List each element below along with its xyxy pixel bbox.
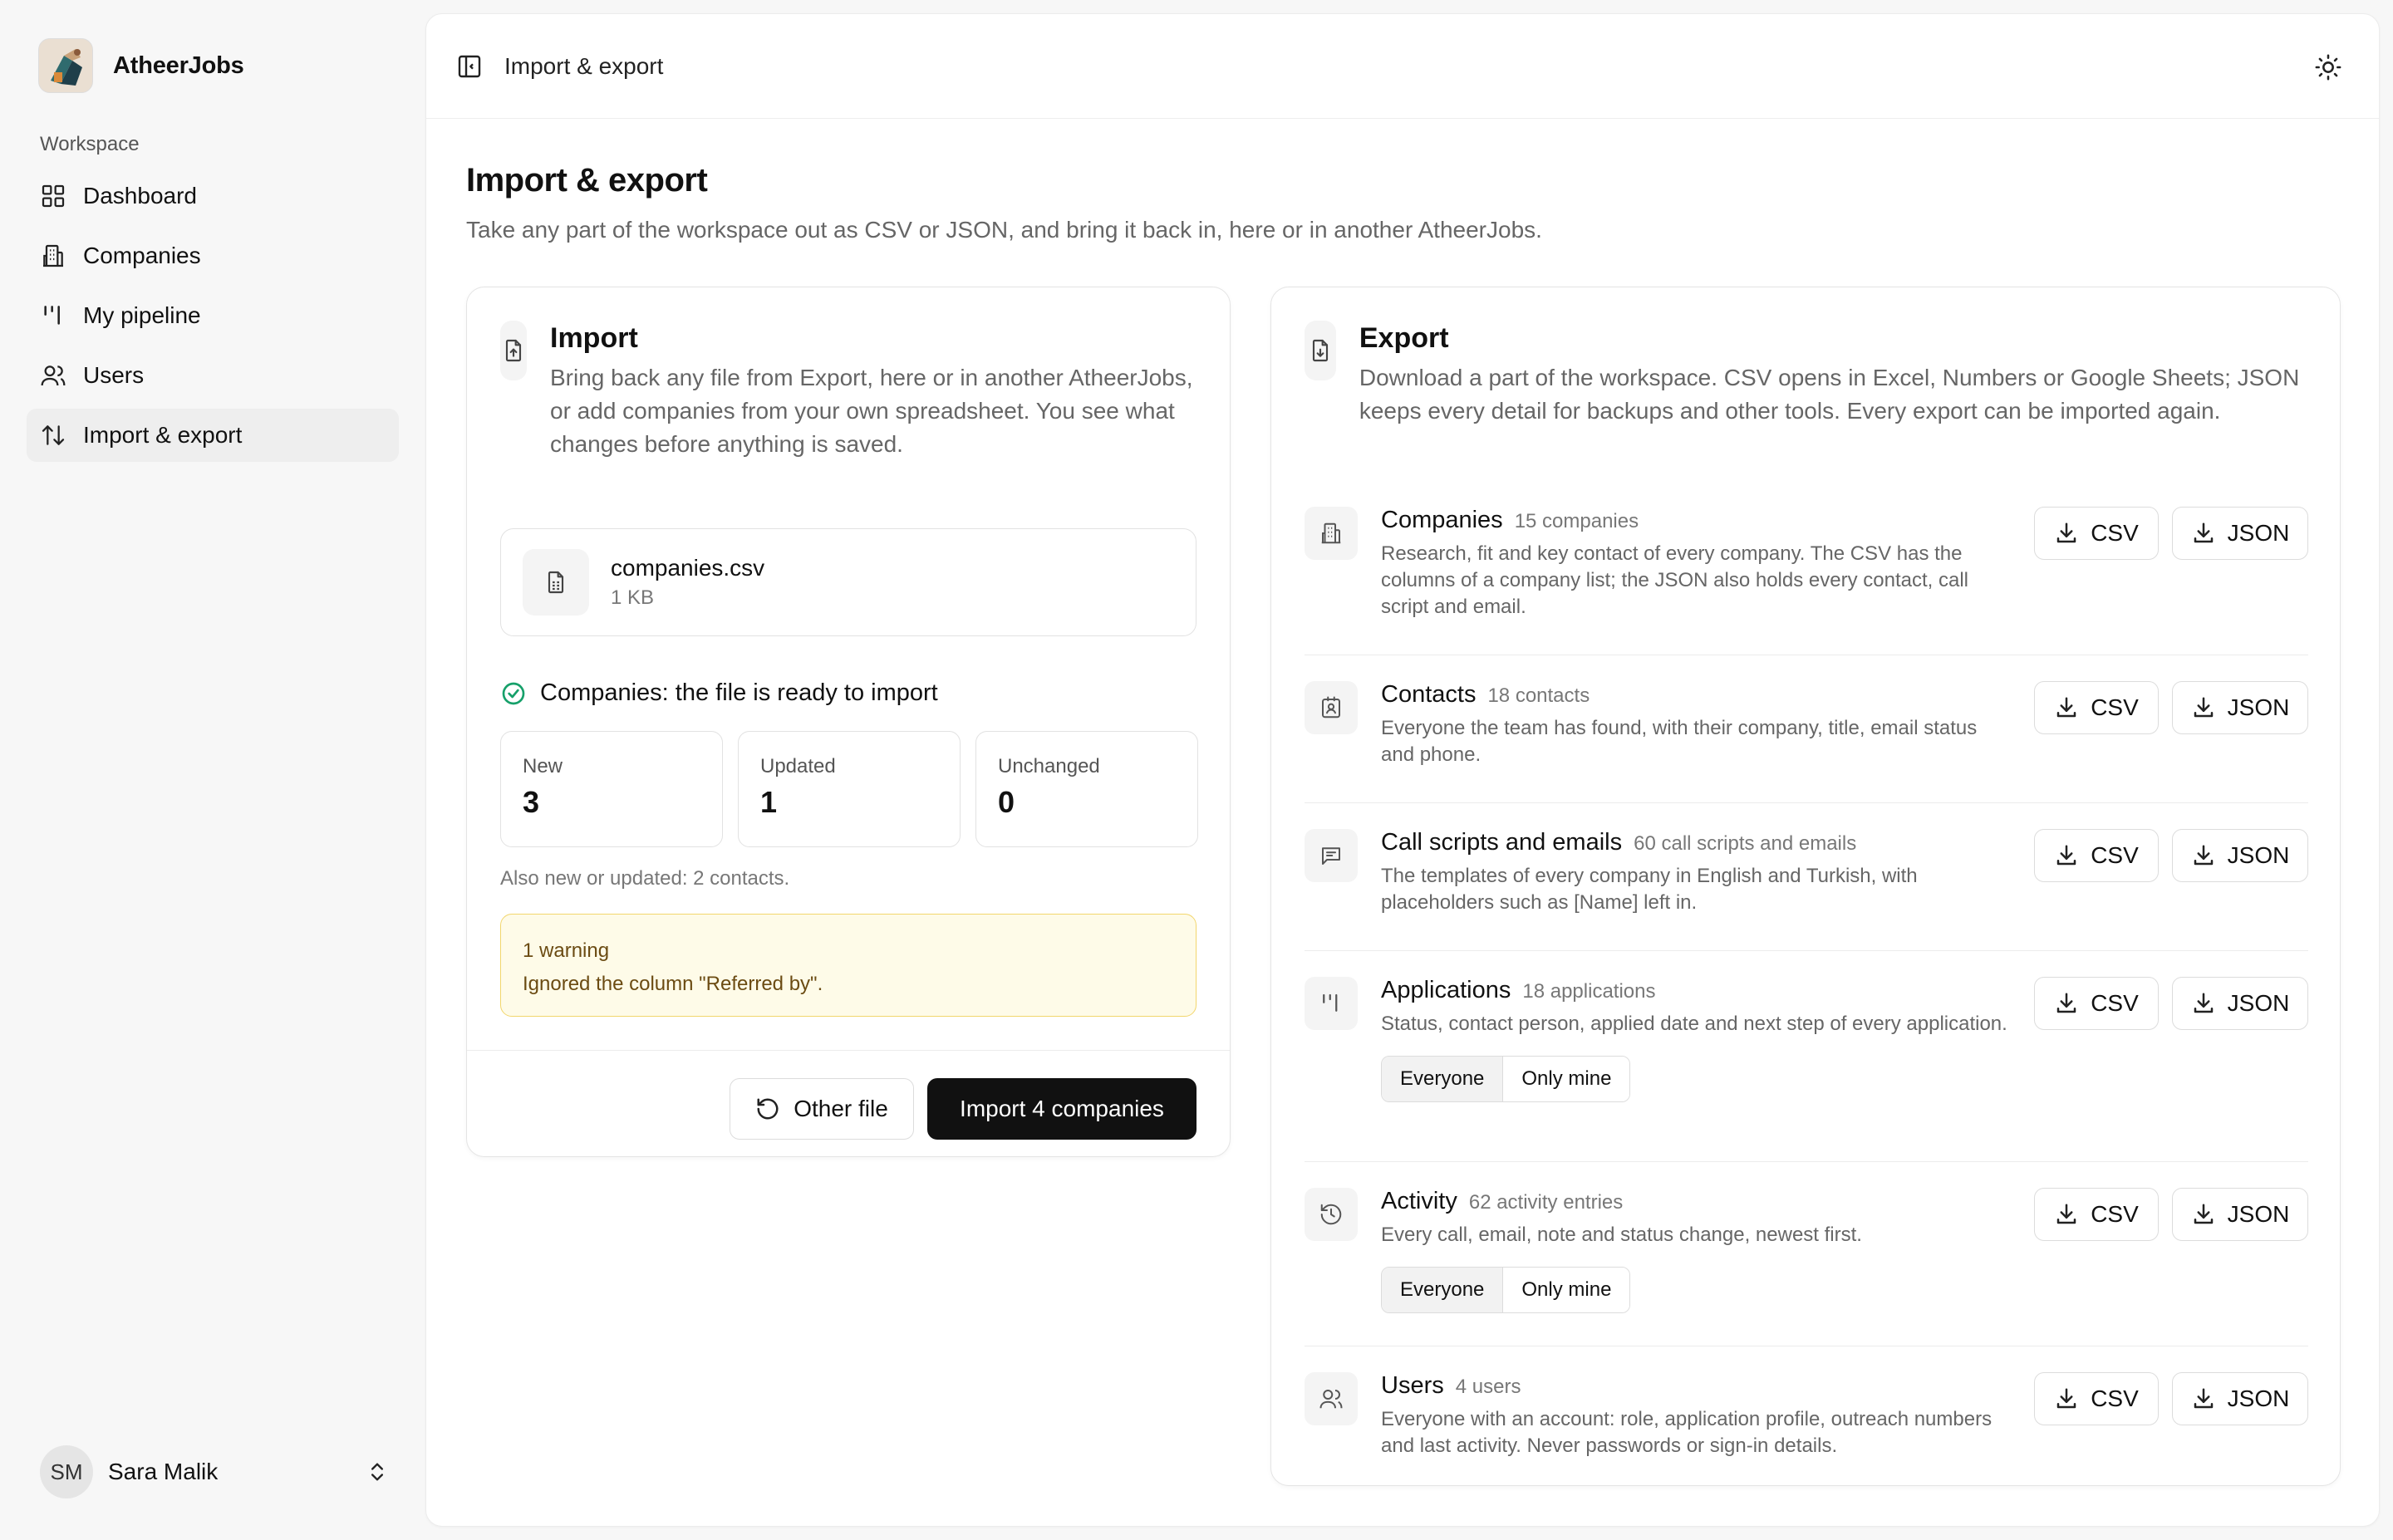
download-icon xyxy=(2054,1202,2079,1227)
import-status-text: Companies: the file is ready to import xyxy=(540,679,938,706)
sidebar-toggle-icon[interactable] xyxy=(456,53,483,80)
import-card xyxy=(466,287,1231,1157)
export-activity-csv-button[interactable] xyxy=(2034,1188,2159,1241)
chevrons-updown-icon xyxy=(366,1460,389,1484)
message-icon xyxy=(1319,843,1344,868)
download-icon xyxy=(2054,1386,2079,1411)
export-file-icon-tile xyxy=(1305,321,1336,380)
sidebar-item-label: Users xyxy=(83,362,145,388)
stat-value: 0 xyxy=(998,785,1015,819)
export-companies-csv-button[interactable] xyxy=(2034,507,2159,560)
export-item-icon-tile xyxy=(1305,1372,1358,1425)
import-file-icon-tile xyxy=(500,321,527,380)
user-name: Sara Malik xyxy=(108,1459,219,1484)
export-item-count: 18 applications xyxy=(1522,980,1656,1003)
csv-label: CSV xyxy=(2091,1201,2139,1227)
export-item-description: Every call, email, note and status change, newest first. xyxy=(1381,1224,1862,1246)
export-item-count: 15 companies xyxy=(1514,510,1639,532)
export-item-title xyxy=(1381,1188,2012,1215)
file-icon-tile xyxy=(523,549,589,616)
building-icon xyxy=(1319,521,1344,546)
other-file-label: Other file xyxy=(794,1096,888,1121)
brand[interactable] xyxy=(38,38,244,93)
export-item-applications xyxy=(1305,977,2308,1102)
divider xyxy=(1305,950,2308,951)
stat-unchanged xyxy=(975,731,1198,847)
json-label: JSON xyxy=(2227,520,2290,546)
app-logo xyxy=(38,38,93,93)
download-icon xyxy=(2191,695,2216,720)
divider xyxy=(1305,802,2308,803)
export-item-title xyxy=(1381,1372,2012,1400)
export-buttons xyxy=(2034,1188,2308,1241)
export-title: Export xyxy=(1359,322,1449,354)
export-item-icon-tile xyxy=(1305,977,1358,1030)
file-name: companies.csv xyxy=(611,555,765,581)
export-companies-json-button[interactable] xyxy=(2172,507,2308,560)
export-item-title-text: Call scripts and emails xyxy=(1381,829,1623,856)
activity-scope-toggle xyxy=(1381,1267,1630,1313)
topbar xyxy=(426,14,2379,119)
divider xyxy=(1305,1161,2308,1162)
export-item-title xyxy=(1381,681,2012,709)
json-label: JSON xyxy=(2227,990,2290,1016)
sidebar-item-label: My pipeline xyxy=(83,302,201,328)
history-icon xyxy=(1319,1202,1344,1227)
arrows-updown-icon xyxy=(40,422,66,449)
file-size: 1 KB xyxy=(611,586,655,609)
export-item-icon-tile xyxy=(1305,829,1358,882)
export-users-csv-button[interactable] xyxy=(2034,1372,2159,1425)
export-item-icon-tile xyxy=(1305,507,1358,560)
export-item-title xyxy=(1381,829,2012,856)
csv-label: CSV xyxy=(2091,1386,2139,1411)
export-item-count: 18 contacts xyxy=(1487,684,1590,707)
export-item-companies xyxy=(1305,507,2308,620)
export-applications-csv-button[interactable] xyxy=(2034,977,2159,1030)
export-buttons xyxy=(2034,1372,2308,1425)
contact-card-icon xyxy=(1319,695,1344,720)
applications-scope-toggle xyxy=(1381,1056,1630,1102)
warning-text: Ignored the column "Referred by". xyxy=(523,973,823,995)
sidebar xyxy=(0,0,425,1540)
export-call-scripts-json-button[interactable] xyxy=(2172,829,2308,882)
import-description: Bring back any file from Export, here or in another AtheerJobs, or add companies from your own spreadsheet. You see what changes before anything is saved. xyxy=(550,365,1193,457)
dashboard-icon xyxy=(40,183,66,209)
export-item-description: The templates of every company in English and Turkish, with placeholders such as [Name] left in. xyxy=(1381,865,1918,914)
download-icon xyxy=(2054,521,2079,546)
download-icon xyxy=(2191,521,2216,546)
page-title: Import & export xyxy=(466,162,708,199)
topbar-title: Import & export xyxy=(504,52,664,79)
export-item-description: Research, fit and key contact of every company. The CSV has the columns of a company list; the JSON also holds every contact, call script and email. xyxy=(1381,542,1968,618)
section-label-workspace: Workspace xyxy=(40,133,140,155)
export-item-title-text: Activity xyxy=(1381,1188,1457,1214)
csv-label: CSV xyxy=(2091,520,2139,546)
sidebar-item-my-pipeline[interactable] xyxy=(27,289,399,342)
sidebar-item-import-export[interactable] xyxy=(27,409,399,462)
json-label: JSON xyxy=(2227,694,2290,720)
export-item-title-text: Applications xyxy=(1381,977,1511,1003)
export-contacts-json-button[interactable] xyxy=(2172,681,2308,734)
scope-only-mine[interactable]: Only mine xyxy=(1503,1268,1629,1312)
export-contacts-csv-button[interactable] xyxy=(2034,681,2159,734)
download-icon xyxy=(2191,843,2216,868)
stat-updated xyxy=(738,731,961,847)
download-icon xyxy=(2054,695,2079,720)
json-label: JSON xyxy=(2227,1201,2290,1227)
csv-label: CSV xyxy=(2091,842,2139,868)
pipeline-icon xyxy=(40,302,66,329)
export-call-scripts-csv-button[interactable] xyxy=(2034,829,2159,882)
import-status xyxy=(500,679,938,707)
export-item-description: Status, contact person, applied date and next step of every application. xyxy=(1381,1013,2007,1035)
export-item-title xyxy=(1381,977,2012,1004)
stat-value: 1 xyxy=(760,785,778,819)
sidebar-item-label: Companies xyxy=(83,243,201,268)
also-updated-note: Also new or updated: 2 contacts. xyxy=(500,867,790,890)
csv-label: CSV xyxy=(2091,990,2139,1016)
sidebar-item-users[interactable] xyxy=(27,349,399,402)
export-description: Download a part of the workspace. CSV opens in Excel, Numbers or Google Sheets; JSON keeps every detail for backups and other tools. Every export can be imported again. xyxy=(1359,365,2300,424)
json-label: JSON xyxy=(2227,1386,2290,1411)
divider xyxy=(467,1050,1230,1051)
export-item-activity xyxy=(1305,1188,2308,1313)
file-download-icon xyxy=(1307,337,1334,364)
scope-only-mine[interactable]: Only mine xyxy=(1503,1057,1629,1101)
export-item-title-text: Companies xyxy=(1381,507,1503,533)
json-label: JSON xyxy=(2227,842,2290,868)
sidebar-item-companies[interactable] xyxy=(27,229,399,282)
stat-value: 3 xyxy=(523,785,540,819)
export-item-icon-tile xyxy=(1305,1188,1358,1241)
pipeline-icon xyxy=(1319,991,1344,1016)
stat-label: Unchanged xyxy=(998,755,1100,777)
export-item-contacts xyxy=(1305,681,2308,768)
scope-everyone[interactable]: Everyone xyxy=(1382,1057,1503,1101)
import-header xyxy=(500,321,1198,461)
main-panel xyxy=(425,13,2380,1527)
export-buttons xyxy=(2034,977,2308,1030)
csv-label: CSV xyxy=(2091,694,2139,720)
spreadsheet-file-icon xyxy=(543,569,569,596)
warning-box xyxy=(500,914,1196,1017)
warning-title: 1 warning xyxy=(523,939,610,962)
export-item-title-text: Contacts xyxy=(1381,681,1477,708)
export-item-title xyxy=(1381,507,2012,534)
export-buttons xyxy=(2034,829,2308,882)
download-icon xyxy=(2191,991,2216,1016)
import-stats xyxy=(500,731,1198,847)
download-icon xyxy=(2054,843,2079,868)
export-item-count: 4 users xyxy=(1455,1376,1521,1398)
other-file-button[interactable] xyxy=(730,1078,914,1140)
page-description: Take any part of the workspace out as CSV or JSON, and bring it back in, here or in another AtheerJobs. xyxy=(466,217,1542,243)
check-circle-icon xyxy=(500,680,527,707)
export-buttons xyxy=(2034,681,2308,734)
sidebar-item-label: Dashboard xyxy=(83,183,197,208)
stat-new xyxy=(500,731,723,847)
avatar: SM xyxy=(40,1445,93,1498)
export-item-count: 60 call scripts and emails xyxy=(1634,832,1857,855)
export-item-description: Everyone the team has found, with their company, title, email status and phone. xyxy=(1381,717,1978,766)
import-companies-button[interactable]: Import 4 companies xyxy=(927,1078,1196,1140)
sun-icon[interactable] xyxy=(2314,53,2342,81)
export-applications-json-button[interactable] xyxy=(2172,977,2308,1030)
building-icon xyxy=(40,243,66,269)
export-users-json-button[interactable] xyxy=(2172,1372,2308,1425)
export-item-title-text: Users xyxy=(1381,1372,1444,1399)
export-item-call-scripts xyxy=(1305,829,2308,916)
scope-everyone[interactable]: Everyone xyxy=(1382,1268,1503,1312)
export-item-description: Everyone with an account: role, application profile, outreach numbers and last activity. Never passwords or sign-in details. xyxy=(1381,1408,1993,1457)
export-item-icon-tile xyxy=(1305,681,1358,734)
sidebar-item-dashboard[interactable] xyxy=(27,169,399,223)
sidebar-nav xyxy=(27,169,399,468)
user-menu[interactable] xyxy=(40,1444,389,1500)
export-card xyxy=(1270,287,2341,1486)
brand-name: AtheerJobs xyxy=(113,51,244,79)
export-buttons xyxy=(2034,507,2308,560)
stat-label: New xyxy=(523,755,563,777)
rotate-ccw-icon xyxy=(755,1096,780,1121)
import-title: Import xyxy=(550,322,638,354)
export-activity-json-button[interactable] xyxy=(2172,1188,2308,1241)
stat-label: Updated xyxy=(760,755,836,777)
selected-file xyxy=(500,528,1196,636)
download-icon xyxy=(2191,1202,2216,1227)
sidebar-item-label: Import & export xyxy=(83,422,243,448)
users-icon xyxy=(1319,1386,1344,1411)
export-header xyxy=(1305,321,2310,428)
download-icon xyxy=(2191,1386,2216,1411)
users-icon xyxy=(40,362,66,389)
file-upload-icon xyxy=(500,337,527,364)
export-item-count: 62 activity entries xyxy=(1468,1191,1624,1214)
export-item-users xyxy=(1305,1372,2308,1459)
download-icon xyxy=(2054,991,2079,1016)
